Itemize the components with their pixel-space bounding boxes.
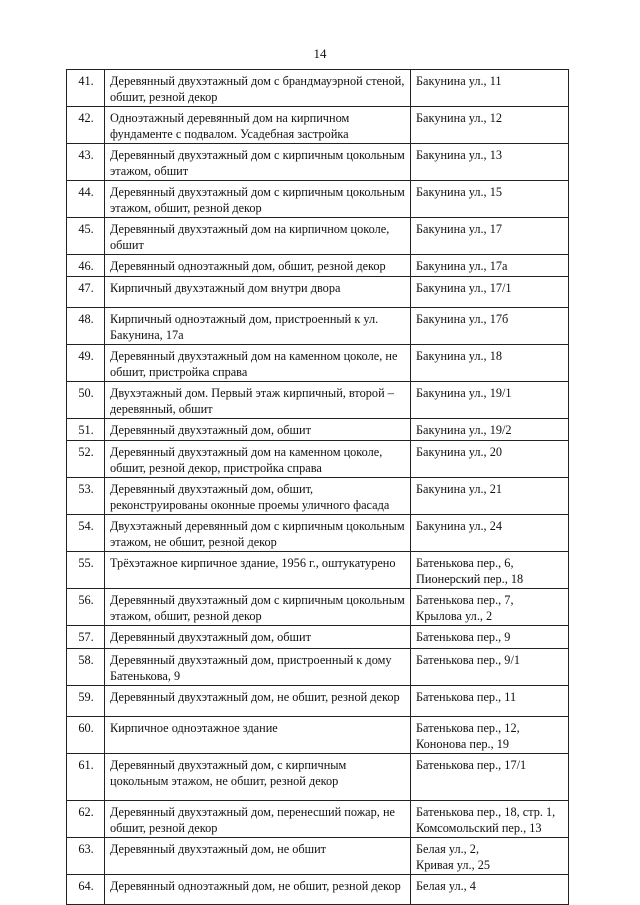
table-row (67, 801, 569, 838)
row-number: 56. (67, 589, 105, 626)
table-row (67, 419, 569, 441)
table-row (67, 478, 569, 515)
table-row (67, 107, 569, 144)
building-address (411, 419, 569, 441)
table-row (67, 552, 569, 589)
building-description: Двухэтажный дом. Первый этаж кирпичный, второй – деревянный, обшит (105, 382, 411, 419)
row-number: 59. (67, 686, 105, 717)
row-number: 46. (67, 255, 105, 277)
building-address (411, 277, 569, 308)
building-description: Деревянный двухэтажный дом, не обшит (105, 838, 411, 875)
building-description: Кирпичный двухэтажный дом внутри двора (105, 277, 411, 308)
building-description: Деревянный двухэтажный дом, не обшит, резной декор (105, 686, 411, 717)
building-description: Деревянный двухэтажный дом на каменном цоколе, обшит, резной декор, пристройка справа (105, 441, 411, 478)
address-line: Бакунина ул., 17/1 (416, 281, 512, 295)
building-description: Деревянный двухэтажный дом, обшит, реконструированы оконные проемы уличного фасада (105, 478, 411, 515)
address-line: Батенькова пер., 6, (416, 556, 514, 570)
building-description: Деревянный двухэтажный дом на кирпичном цоколе, обшит (105, 218, 411, 255)
buildings-table-body (67, 70, 569, 905)
building-address (411, 478, 569, 515)
address-line: Бакунина ул., 17 (416, 222, 503, 236)
building-address (411, 589, 569, 626)
building-description: Одноэтажный деревянный дом на кирпичном фундаменте с подвалом. Усадебная застройка (105, 107, 411, 144)
address-line: Белая ул., 4 (416, 879, 476, 893)
address-line: Крылова ул., 2 (416, 609, 493, 623)
table-row (67, 277, 569, 308)
row-number: 47. (67, 277, 105, 308)
table-row (67, 754, 569, 801)
table-row (67, 717, 569, 754)
table-row (67, 144, 569, 181)
building-address (411, 649, 569, 686)
row-number: 48. (67, 308, 105, 345)
address-line: Пионерский пер., 18 (416, 572, 524, 586)
building-description: Деревянный двухэтажный дом, обшит (105, 626, 411, 649)
row-number: 52. (67, 441, 105, 478)
table-row (67, 649, 569, 686)
address-line: Батенькова пер., 17/1 (416, 758, 527, 772)
row-number: 45. (67, 218, 105, 255)
building-description: Деревянный двухэтажный дом, пристроенный к дому Батенькова, 9 (105, 649, 411, 686)
building-description: Деревянный двухэтажный дом с брандмауэрной стеной, обшит, резной декор (105, 70, 411, 107)
table-row (67, 345, 569, 382)
building-address (411, 626, 569, 649)
table-row (67, 515, 569, 552)
address-line: Бакунина ул., 19/2 (416, 423, 512, 437)
page-number: 14 (313, 46, 327, 61)
table-row (67, 382, 569, 419)
address-line: Бакунина ул., 13 (416, 148, 503, 162)
table-row (67, 218, 569, 255)
table-row (67, 875, 569, 905)
table-row (67, 181, 569, 218)
address-line: Бакунина ул., 24 (416, 519, 503, 533)
building-description: Деревянный двухэтажный дом с кирпичным цокольным этажом, обшит, резной декор (105, 181, 411, 218)
row-number: 57. (67, 626, 105, 649)
building-address (411, 255, 569, 277)
building-description: Двухэтажный деревянный дом с кирпичным цокольным этажом, не обшит, резной декор (105, 515, 411, 552)
building-description: Деревянный одноэтажный дом, не обшит, резной декор (105, 875, 411, 905)
building-address (411, 515, 569, 552)
address-line: Кривая ул., 25 (416, 858, 491, 872)
building-description: Трёхэтажное кирпичное здание, 1956 г., оштукатурено (105, 552, 411, 589)
building-address (411, 218, 569, 255)
building-description: Деревянный двухэтажный дом, с кирпичным цокольным этажом, не обшит, резной декор (105, 754, 411, 801)
row-number: 53. (67, 478, 105, 515)
building-address (411, 345, 569, 382)
building-description: Кирпичный одноэтажный дом, пристроенный к ул. Бакунина, 17а (105, 308, 411, 345)
address-line: Бакунина ул., 17а (416, 259, 508, 273)
address-line: Батенькова пер., 9/1 (416, 653, 521, 667)
row-number: 51. (67, 419, 105, 441)
row-number: 63. (67, 838, 105, 875)
building-description: Деревянный двухэтажный дом, обшит (105, 419, 411, 441)
table-row (67, 838, 569, 875)
row-number: 44. (67, 181, 105, 218)
building-description: Деревянный двухэтажный дом, перенесший пожар, не обшит, резной декор (105, 801, 411, 838)
row-number: 61. (67, 754, 105, 801)
address-line: Кононова пер., 19 (416, 737, 510, 751)
row-number: 60. (67, 717, 105, 754)
table-row (67, 686, 569, 717)
address-line: Батенькова пер., 11 (416, 690, 517, 704)
address-line: Бакунина ул., 19/1 (416, 386, 512, 400)
address-line: Бакунина ул., 18 (416, 349, 503, 363)
building-address (411, 308, 569, 345)
building-address (411, 181, 569, 218)
address-line: Батенькова пер., 12, (416, 721, 520, 735)
address-line: Комсомольский пер., 13 (416, 821, 542, 835)
table-row (67, 308, 569, 345)
row-number: 41. (67, 70, 105, 107)
building-address (411, 70, 569, 107)
row-number: 49. (67, 345, 105, 382)
building-address (411, 382, 569, 419)
address-line: Батенькова пер., 7, (416, 593, 514, 607)
address-line: Бакунина ул., 21 (416, 482, 503, 496)
row-number: 64. (67, 875, 105, 905)
row-number: 42. (67, 107, 105, 144)
building-address (411, 552, 569, 589)
row-number: 43. (67, 144, 105, 181)
table-row (67, 626, 569, 649)
building-address (411, 107, 569, 144)
building-address (411, 801, 569, 838)
address-line: Бакунина ул., 17б (416, 312, 509, 326)
table-row (67, 441, 569, 478)
address-line: Бакунина ул., 11 (416, 74, 502, 88)
building-description: Деревянный двухэтажный дом с кирпичным цокольным этажом, обшит (105, 144, 411, 181)
building-address (411, 838, 569, 875)
row-number: 54. (67, 515, 105, 552)
row-number: 58. (67, 649, 105, 686)
building-address (411, 875, 569, 905)
building-address (411, 686, 569, 717)
building-address (411, 441, 569, 478)
row-number: 62. (67, 801, 105, 838)
address-line: Белая ул., 2, (416, 842, 480, 856)
table-row (67, 70, 569, 107)
buildings-table (66, 69, 569, 905)
row-number: 50. (67, 382, 105, 419)
building-address (411, 754, 569, 801)
address-line: Бакунина ул., 20 (416, 445, 503, 459)
building-description: Кирпичное одноэтажное здание (105, 717, 411, 754)
address-line: Батенькова пер., 18, стр. 1, (416, 805, 556, 819)
building-address (411, 144, 569, 181)
address-line: Бакунина ул., 12 (416, 111, 503, 125)
table-row (67, 589, 569, 626)
row-number: 55. (67, 552, 105, 589)
building-address (411, 717, 569, 754)
address-line: Бакунина ул., 15 (416, 185, 503, 199)
building-description: Деревянный одноэтажный дом, обшит, резной декор (105, 255, 411, 277)
building-description: Деревянный двухэтажный дом с кирпичным цокольным этажом, обшит, резной декор (105, 589, 411, 626)
address-line: Батенькова пер., 9 (416, 630, 511, 644)
building-description: Деревянный двухэтажный дом на каменном цоколе, не обшит, пристройка справа (105, 345, 411, 382)
table-row (67, 255, 569, 277)
